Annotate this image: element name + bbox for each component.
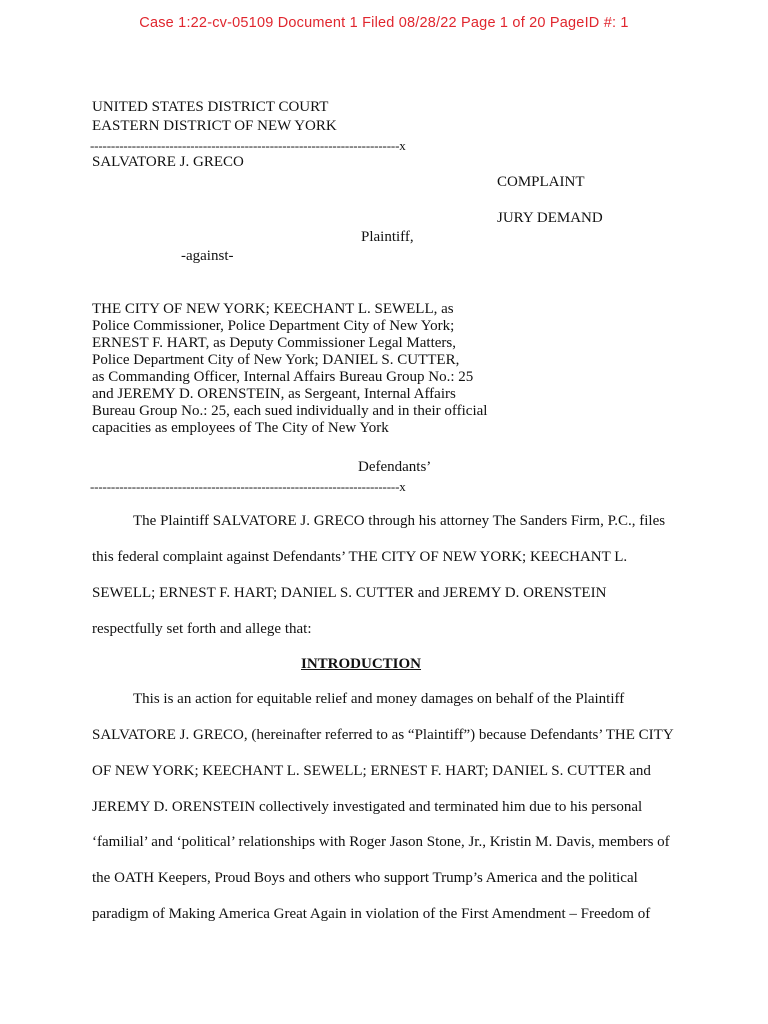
plaintiff-name: SALVATORE J. GRECO — [92, 154, 244, 170]
defendants-line: capacities as employees of The City of New York — [92, 420, 389, 436]
paragraph-line: OF NEW YORK; KEECHANT L. SEWELL; ERNEST F. HART; DANIEL S. CUTTER and — [92, 763, 651, 779]
paragraph-line: SALVATORE J. GRECO, (hereinafter referred to as “Plaintiff”) because Defendants’ THE CITY — [92, 727, 674, 743]
against-label: -against- — [181, 248, 234, 264]
paragraph-line: This is an action for equitable relief and money damages on behalf of the Plaintiff — [133, 691, 625, 707]
defendants-line: THE CITY OF NEW YORK; KEECHANT L. SEWELL, as — [92, 301, 454, 317]
defendants-line: Police Department City of New York; DANIEL S. CUTTER, — [92, 352, 460, 368]
defendants-line: Bureau Group No.: 25, each sued individually and in their official — [92, 403, 488, 419]
plaintiff-label: Plaintiff, — [361, 229, 414, 245]
paragraph-line: the OATH Keepers, Proud Boys and others who support Trump’s America and the political — [92, 870, 638, 886]
paragraph-line: paradigm of Making America Great Again in violation of the First Amendment – Freedom of — [92, 906, 651, 922]
paragraph-line: respectfully set forth and allege that: — [92, 621, 312, 637]
defendants-line: Police Commissioner, Police Department City of New York; — [92, 318, 455, 334]
paragraph-line: SEWELL; ERNEST F. HART; DANIEL S. CUTTER and JEREMY D. ORENSTEIN — [92, 585, 607, 601]
document-type: COMPLAINT — [497, 174, 585, 190]
caption-separator-bottom: --------------------------------------------------------------------------x — [90, 479, 406, 494]
defendants-line: ERNEST F. HART, as Deputy Commissioner Legal Matters, — [92, 335, 456, 351]
paragraph-line: this federal complaint against Defendants’ THE CITY OF NEW YORK; KEECHANT L. — [92, 549, 628, 565]
court-name: UNITED STATES DISTRICT COURT — [92, 99, 329, 115]
defendants-line: as Commanding Officer, Internal Affairs Bureau Group No.: 25 — [92, 369, 474, 385]
introduction-heading: INTRODUCTION — [301, 656, 422, 672]
court-district: EASTERN DISTRICT OF NEW YORK — [92, 118, 337, 134]
paragraph-line: ‘familial’ and ‘political’ relationships with Roger Jason Stone, Jr., Kristin M. Davis, members of — [92, 834, 670, 850]
defendants-label: Defendants’ — [358, 459, 432, 475]
defendants-line: and JEREMY D. ORENSTEIN, as Sergeant, Internal Affairs — [92, 386, 456, 402]
jury-demand: JURY DEMAND — [497, 210, 603, 226]
case-filing-stamp: Case 1:22-cv-05109 Document 1 Filed 08/28/22 Page 1 of 20 PageID #: 1 — [139, 15, 629, 31]
paragraph-line: The Plaintiff SALVATORE J. GRECO through his attorney The Sanders Firm, P.C., files — [133, 513, 666, 529]
paragraph-line: JEREMY D. ORENSTEIN collectively investigated and terminated him due to his personal — [92, 799, 643, 815]
caption-separator-top: --------------------------------------------------------------------------x — [90, 138, 406, 153]
